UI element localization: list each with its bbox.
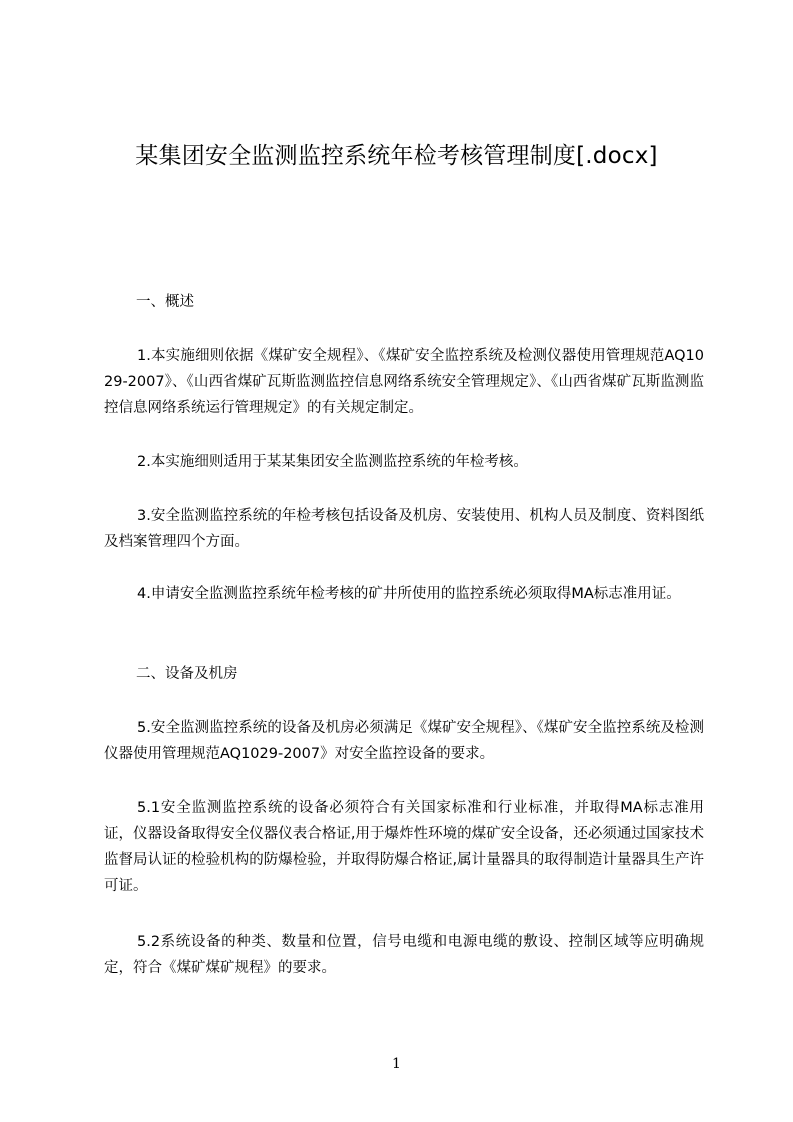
page-number: 1 <box>392 1056 401 1072</box>
paragraph-4: 4.申请安全监测监控系统年检考核的矿井所使用的监控系统必须取得MA标志准用证。 <box>137 586 681 602</box>
paragraph-5-2: 5.2系统设备的种类、数量和位置，信号电缆和电源电缆的敷设、控制区域等应明确规定，符合《煤矿煤矿规程》的要求。 <box>104 934 704 976</box>
paragraph-5-1: 5.1安全监测监控系统的设备必须符合有关国家标准和行业标准，并取得MA标志准用证，仪器设备取得安全仪器仪表合格证,用于爆炸性环境的煤矿安全设备，还必须通过国家技术监督局认证的检验机构的防爆检验，并取得防爆合格证,属计量器具的取得制造计量器具生产许可证。 <box>104 800 704 894</box>
document-title: 某集团安全监测监控系统年检考核管理制度[.docx] <box>135 143 658 169</box>
paragraph-1: 1.本实施细则依据《煤矿安全规程》、《煤矿安全监控系统及检测仪器使用管理规范AQ1029-2007》、《山西省煤矿瓦斯监测监控信息网络系统安全管理规定》、《山西省煤矿瓦斯监测监控信息网络系统运行管理规定》的有关规定制定。 <box>104 348 704 416</box>
section-heading-overview: 一、概述 <box>136 294 194 310</box>
paragraph-3: 3.安全监测监控系统的年检考核包括设备及机房、安装使用、机构人员及制度、资料图纸及档案管理四个方面。 <box>104 508 704 550</box>
paragraph-5: 5.安全监测监控系统的设备及机房必须满足《煤矿安全规程》、《煤矿安全监控系统及检测仪器使用管理规范AQ1029-2007》对安全监控设备的要求。 <box>104 720 704 762</box>
paragraph-2: 2.本实施细则适用于某某集团安全监测监控系统的年检考核。 <box>137 454 528 470</box>
section-heading-equipment: 二、设备及机房 <box>136 666 238 682</box>
